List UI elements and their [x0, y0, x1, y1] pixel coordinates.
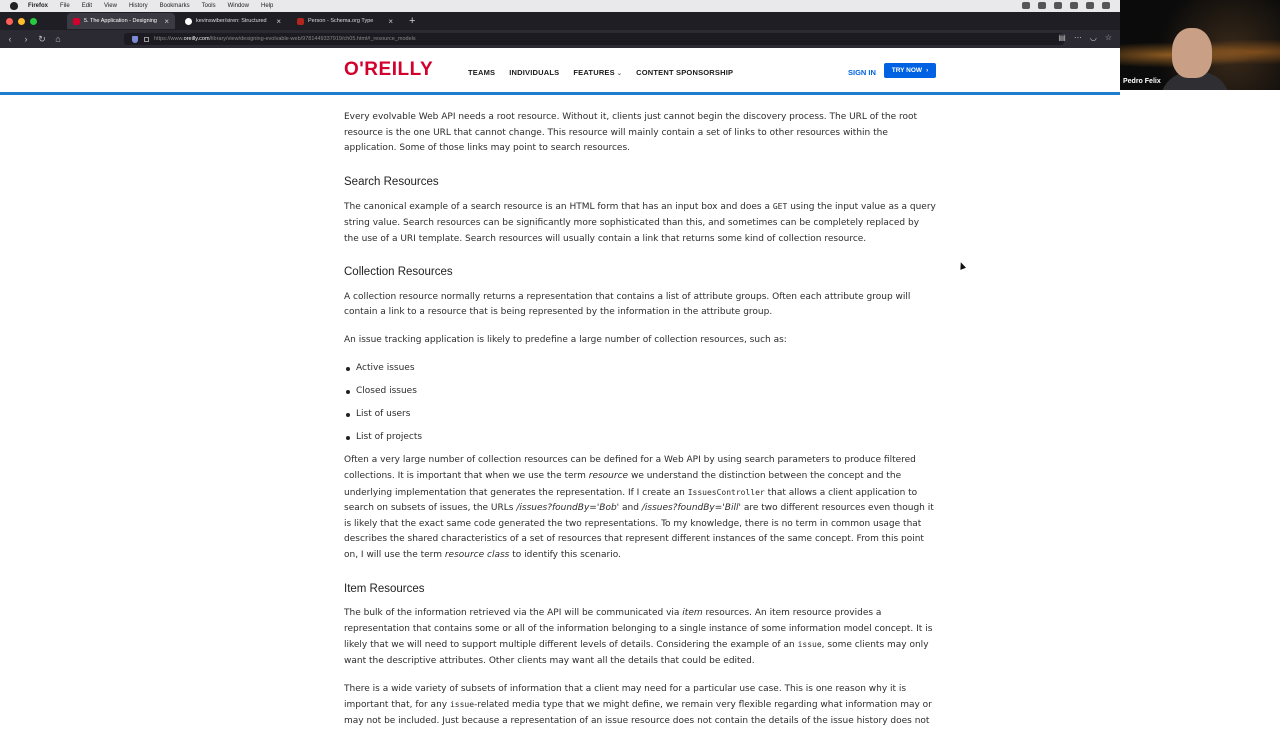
reader-view-icon[interactable]: ▤ — [1058, 33, 1066, 42]
mouse-cursor-icon — [958, 261, 966, 270]
close-window-button[interactable] — [6, 18, 13, 25]
presenter-head — [1172, 28, 1212, 78]
text: There is a wide variety of subsets of information that a client may need for a particular use case. This is one reason why it is important that, for any — [344, 683, 907, 711]
bookmark-star-icon[interactable]: ☆ — [1104, 33, 1112, 42]
text: -related media type that we might define, we remain very flexible regarding what information may or may not be included. Just because a representation of an issue resource does not contain the details of the issue history does not — [344, 700, 932, 726]
text: resources. An item resource provides a representation that contains some or all of the information belonging to a single instance of some information model concept. It is likely that we will need to support multiple different levels of details. Considering the example of an — [344, 608, 933, 651]
pocket-icon[interactable]: ◡ — [1089, 33, 1097, 42]
text: and — [622, 503, 639, 514]
tab-schema-org[interactable] — [291, 13, 399, 29]
text: , some clients may only want the descriptive attributes. Other clients may want all the details that could be edited. — [344, 640, 929, 666]
emphasis: item — [682, 608, 703, 619]
browser-nav-bar — [0, 30, 1280, 48]
url-host: oreilly.com — [183, 36, 210, 42]
menu-file[interactable]: File — [60, 3, 70, 9]
tab-close-icon[interactable]: × — [388, 16, 393, 26]
menu-history[interactable]: History — [128, 3, 148, 9]
text: to identify this scenario. — [512, 549, 621, 560]
chevron-down-icon: ⌄ — [616, 71, 623, 77]
text: using the input value as a query string value. Search resources can be significantly more sophisticated than this, and sometimes can be completely replaced by the use of a URI template. Search resources will usually contain a link that returns some kind of collection resource. — [344, 202, 936, 244]
code-issue: issue — [449, 700, 475, 710]
try-now-label: TRY NOW — [891, 67, 923, 74]
tab-title: 5. The Application - Designing — [84, 18, 157, 24]
nav-teams[interactable]: TEAMS — [468, 68, 496, 77]
paragraph-collection-2: An issue tracking application is likely to predefine a large number of collection resources, such as: — [344, 334, 787, 345]
forward-icon[interactable]: › — [24, 34, 28, 44]
emphasis: /issues?foundBy='Bob' — [516, 503, 620, 514]
menu-tools[interactable]: Tools — [201, 3, 216, 9]
paragraph-item — [344, 606, 936, 669]
oreilly-favicon-icon — [73, 18, 80, 25]
status-icons — [1022, 2, 1110, 9]
text: The bulk of the information retrieved via the API will be communicated via — [344, 608, 680, 619]
paragraph-search — [344, 199, 936, 247]
site-header — [0, 48, 1120, 93]
list-item: List of users — [344, 407, 936, 423]
header-progress-bar — [0, 92, 1120, 95]
menu-view[interactable]: View — [104, 3, 117, 9]
menu-edit[interactable]: Edit — [81, 3, 93, 9]
text: Often a very large number of collection resources can be defined for a Web API by using search parameters to produce filtered collections. It is important that when we use the term — [344, 455, 916, 481]
sign-in-link[interactable]: SIGN IN — [848, 68, 876, 77]
status-icon[interactable] — [1070, 2, 1078, 9]
code-get: GET — [772, 202, 788, 212]
tracking-shield-icon[interactable] — [132, 36, 138, 43]
list-item: List of projects — [344, 430, 936, 446]
emphasis: /issues?foundBy='Bill' — [641, 503, 741, 514]
paragraph-root: Every evolvable Web API needs a root resource. Without it, clients just cannot begin the discovery process. The URL of the root resource is the one URL that cannot change. This resource will mainly contain a set of links to other resources within the application. Some of those links may point to search resources. — [344, 112, 918, 154]
schema-favicon-icon — [297, 18, 304, 25]
article-body — [344, 110, 936, 729]
section-heading-search: Search Resources — [344, 175, 439, 188]
url-prefix: https://www. — [154, 36, 184, 42]
status-icon[interactable] — [1038, 2, 1046, 9]
code-issue: issue — [797, 640, 822, 650]
tab-close-icon[interactable]: × — [276, 16, 281, 26]
list-item: Closed issues — [344, 384, 936, 400]
chevron-right-icon: › — [926, 67, 929, 74]
apple-icon[interactable] — [10, 2, 18, 10]
tab-strip — [0, 12, 1280, 30]
code-issues-controller: IssuesController — [687, 487, 765, 497]
volume-icon[interactable] — [1102, 2, 1110, 9]
nav-content-sponsorship[interactable]: CONTENT SPONSORSHIP — [636, 68, 734, 77]
status-icon[interactable] — [1022, 2, 1030, 9]
menu-app-firefox[interactable]: Firefox — [28, 3, 49, 9]
section-heading-collection: Collection Resources — [344, 266, 453, 279]
paragraph-often — [344, 453, 936, 563]
text: we understand the distinction between the concept and the underlying implementation that generates the representation. If I create an — [344, 471, 902, 498]
menu-window[interactable]: Window — [227, 3, 249, 9]
status-icon[interactable] — [1086, 2, 1094, 9]
text: The canonical example of a search resource is an HTML form that has an input box and does a — [344, 202, 770, 213]
window-controls — [6, 18, 37, 25]
more-actions-icon[interactable]: ⋯ — [1073, 33, 1082, 42]
nav-individuals[interactable]: INDIVIDUALS — [509, 68, 560, 77]
collection-list — [344, 361, 936, 446]
home-icon[interactable]: ⌂ — [55, 34, 61, 44]
section-heading-item: Item Resources — [344, 582, 425, 595]
emphasis: resource — [588, 471, 629, 481]
menu-help[interactable]: Help — [260, 3, 274, 9]
text: are two different resources even though it is likely that the exact same code generated the two representations. To my knowledge, there is no term in common usage that describes the shared characteristics of a set of resources that represent different instances of the same concept. From this point on, I will use the term — [344, 503, 934, 560]
list-item: Active issues — [344, 361, 936, 377]
paragraph-variety — [344, 682, 936, 729]
nav-features[interactable] — [573, 68, 622, 77]
url-bar[interactable] — [124, 33, 1064, 45]
menu-bookmarks[interactable]: Bookmarks — [159, 3, 190, 9]
lock-icon[interactable] — [144, 37, 149, 42]
presenter-name: Pedro Felix — [1123, 78, 1161, 85]
status-icon[interactable] — [1054, 2, 1062, 9]
reload-icon[interactable]: ↻ — [38, 33, 46, 44]
new-tab-icon[interactable]: + — [409, 15, 416, 27]
tab-oreilly[interactable] — [67, 13, 175, 29]
back-icon[interactable]: ‹ — [8, 34, 12, 44]
fullscreen-window-button[interactable] — [30, 18, 37, 25]
site-nav — [468, 68, 733, 77]
url-path: /library/view/designing-evolvable-web/9781449337919/ch05.html#_resource_models — [209, 36, 416, 42]
text: that allows a client application to search on subsets of issues, the URLs — [344, 487, 918, 514]
github-favicon-icon — [185, 18, 192, 25]
try-now-button[interactable] — [884, 63, 936, 78]
toolbar-right — [1058, 33, 1112, 42]
tab-title: Person - Schema.org Type — [308, 18, 374, 24]
paragraph-collection-1: A collection resource normally returns a representation that contains a list of attribute groups. Often each attribute group will contain a link to a resource that is being represented by the information in the attribute group. — [344, 291, 911, 318]
emphasis: resource class — [444, 549, 510, 560]
webcam-overlay — [1120, 0, 1280, 90]
nav-features-label: FEATURES — [573, 68, 615, 77]
macos-menu-bar — [0, 0, 1280, 12]
tab-close-icon[interactable]: × — [164, 16, 169, 26]
minimize-window-button[interactable] — [18, 18, 25, 25]
tab-title: kevinswiber/siren: Structured — [196, 18, 267, 24]
oreilly-logo[interactable]: O'REILLY — [344, 59, 434, 80]
tab-github-siren[interactable] — [179, 13, 287, 29]
